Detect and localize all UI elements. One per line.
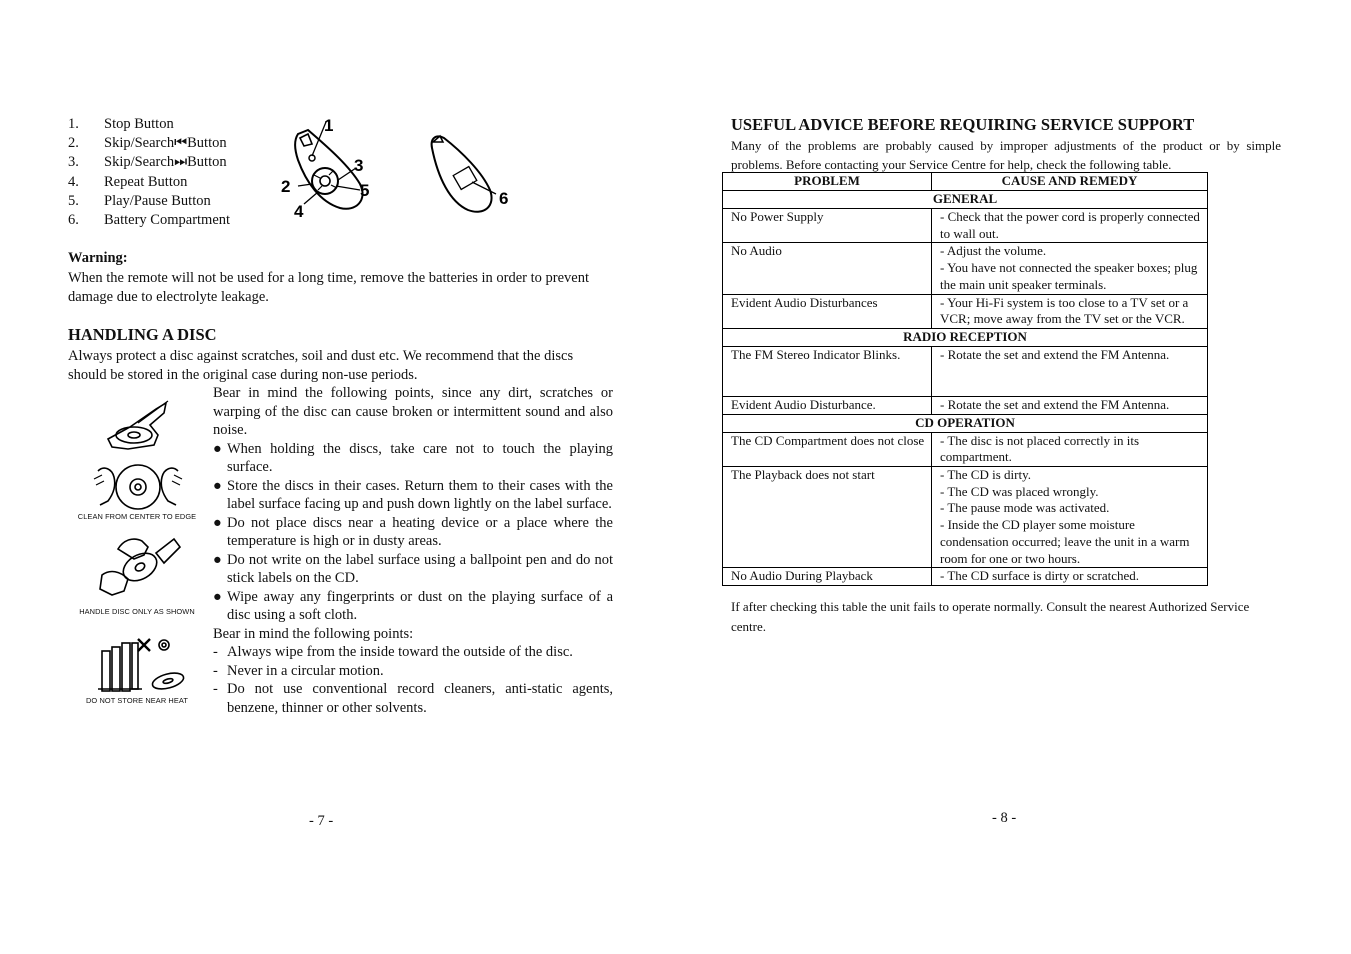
table-row <box>723 396 1208 414</box>
figure-caption: DO NOT STORE NEAR HEAT <box>86 696 188 705</box>
bullet-icon: ● <box>213 551 222 568</box>
section-title: CD OPERATION <box>723 414 1208 432</box>
list-item: - Always wipe from the inside toward the outside of the disc. <box>213 644 573 660</box>
bear-in-mind-intro: Bear in mind the following points, since any dirt, scratches or warping of the disc can cause broken or intermittent sound and also noise. <box>213 385 613 438</box>
list-item: 2. Skip/Search⏮Button <box>68 134 268 153</box>
service-advice-heading: USEFUL ADVICE BEFORE REQUIRING SERVICE SUPPORT <box>731 115 1195 134</box>
problem-cell: No Audio During Playback <box>723 568 932 586</box>
part-label: Stop Button <box>104 116 174 132</box>
callout-4: 4 <box>294 202 304 221</box>
problem-cell: The CD Compartment does not close <box>723 432 932 466</box>
remedy-cell: - The CD is dirty. - The CD was placed wrongly. - The pause mode was activated. - Inside the CD player some moisture condensation occurred; leave the unit in a warm room for one or two hours. <box>932 467 1208 568</box>
problem-cell: No Audio <box>723 243 932 294</box>
disc-handling-drawings <box>68 389 206 734</box>
handling-points <box>213 384 613 717</box>
handling-disc-heading: HANDLING A DISC <box>68 325 217 344</box>
list-item: - Do not use conventional record cleaners, anti-static agents, benzene, thinner or other solvents. <box>213 681 613 716</box>
table-row <box>723 243 1208 294</box>
cloth-wiping-icon <box>108 401 168 449</box>
handling-intro: Always protect a disc against scratches, soil and dust etc. We recommend that the discs should be stored in the original case during non-use periods. <box>68 348 574 383</box>
list-item: ● Do not place discs near a heating device or a place where the temperature is high or in dusty areas. <box>213 514 613 549</box>
remote-back-icon <box>432 136 496 212</box>
table-body <box>723 191 1208 586</box>
callout-2: 2 <box>281 177 291 196</box>
part-label: Skip/Search⏮Button <box>104 135 227 152</box>
table-row <box>723 209 1208 243</box>
column-header-problem: PROBLEM <box>723 173 932 191</box>
list-item: ● Do not write on the label surface using a ballpoint pen and do not stick labels on the CD. <box>213 551 613 586</box>
section-title: RADIO RECEPTION <box>723 328 1208 346</box>
remedy-cell: - The CD surface is dirty or scratched. <box>932 568 1208 586</box>
remote-parts-list <box>68 115 268 230</box>
table-row <box>723 432 1208 466</box>
table-header-row <box>723 173 1208 191</box>
table-section-row <box>723 328 1208 346</box>
list-item: 4. Repeat Button <box>68 173 268 192</box>
figure-caption: CLEAN FROM CENTER TO EDGE <box>77 512 197 521</box>
bullet-icon: ● <box>213 514 222 531</box>
part-label: Repeat Button <box>104 173 188 190</box>
callout-1: 1 <box>324 116 334 135</box>
problem-cell: No Power Supply <box>723 209 932 243</box>
list-item: 6. Battery Compartment <box>68 211 268 230</box>
table-row <box>723 294 1208 328</box>
list-item: ● When holding the discs, take care not to touch the playing surface. <box>213 440 613 475</box>
list-item: 5. Play/Pause Button <box>68 192 268 211</box>
callout-3: 3 <box>354 156 364 175</box>
remedy-cell: - Your Hi-Fi system is too close to a TV set or a VCR; move away from the TV set or the VCR. <box>932 294 1208 328</box>
warning-text: When the remote will not be used for a long time, remove the batteries in order to prevent damage due to electrolyte leakage. <box>68 270 590 305</box>
disc-handling-illustrations <box>68 389 206 734</box>
remedy-cell: - Check that the power cord is properly connected to wall out. <box>932 209 1208 243</box>
list-item: - Never in a circular motion. <box>213 662 384 679</box>
table-section-row <box>723 191 1208 209</box>
after-table-note: If after checking this table the unit fails to operate normally. Consult the nearest Authorized Service centre. <box>731 599 1250 634</box>
problem-cell: The Playback does not start <box>723 467 932 568</box>
disc-center-to-edge-icon <box>94 465 182 509</box>
bullet-icon: ● <box>213 440 222 457</box>
problem-cell: Evident Audio Disturbances <box>723 294 932 328</box>
heater-warning-icon <box>98 639 185 692</box>
part-label: Skip/Search⏭Button <box>104 154 227 171</box>
remedy-cell: - Adjust the volume. - You have not connected the speaker boxes; plug the main unit speaker terminals. <box>932 243 1208 294</box>
table-section-row <box>723 414 1208 432</box>
warning-title: Warning: <box>68 250 128 266</box>
part-label: Play/Pause Button <box>104 192 211 209</box>
bear-in-mind-points: Bear in mind the following points: <box>213 625 414 642</box>
callout-5: 5 <box>360 181 370 200</box>
remote-control-diagram <box>276 112 526 222</box>
figure-caption: HANDLE DISC ONLY AS SHOWN <box>79 607 195 616</box>
hand-handling-disc-icon <box>100 539 180 595</box>
bullet-icon: ● <box>213 588 222 605</box>
problem-cell: Evident Audio Disturbance. <box>723 396 932 414</box>
service-advice-intro: Many of the problems are probably caused by improper adjustments of the product or by simple problems. Before contacting your Service Centre for help, check the following table. <box>731 138 1281 172</box>
list-item: 3. Skip/Search⏭Button <box>68 153 268 172</box>
column-header-cause: CAUSE AND REMEDY <box>932 173 1208 191</box>
list-item: ● Wipe away any fingerprints or dust on the playing surface of a disc using a soft cloth. <box>213 588 613 623</box>
part-label: Battery Compartment <box>104 212 231 229</box>
list-item: 1. Stop Button <box>68 115 268 134</box>
remedy-cell: - Rotate the set and extend the FM Antenna. <box>932 396 1208 414</box>
callout-6: 6 <box>499 189 509 208</box>
remote-front-icon <box>295 122 363 209</box>
page-number: - 8 - <box>992 810 1017 826</box>
table-row <box>723 346 1208 396</box>
page-number: - 7 - <box>309 813 334 829</box>
list-item: ● Store the discs in their cases. Return them to their cases with the label surface facing up and push down lightly on the label surface. <box>213 477 613 512</box>
table-row <box>723 568 1208 586</box>
remedy-cell: - The disc is not placed correctly in its compartment. <box>932 432 1208 466</box>
troubleshooting-table <box>722 172 1208 586</box>
problem-cell: The FM Stereo Indicator Blinks. <box>723 346 932 396</box>
bullet-icon: ● <box>213 477 222 494</box>
table-row <box>723 467 1208 568</box>
section-title: GENERAL <box>723 191 1208 209</box>
remedy-cell: - Rotate the set and extend the FM Antenna. <box>932 346 1208 396</box>
